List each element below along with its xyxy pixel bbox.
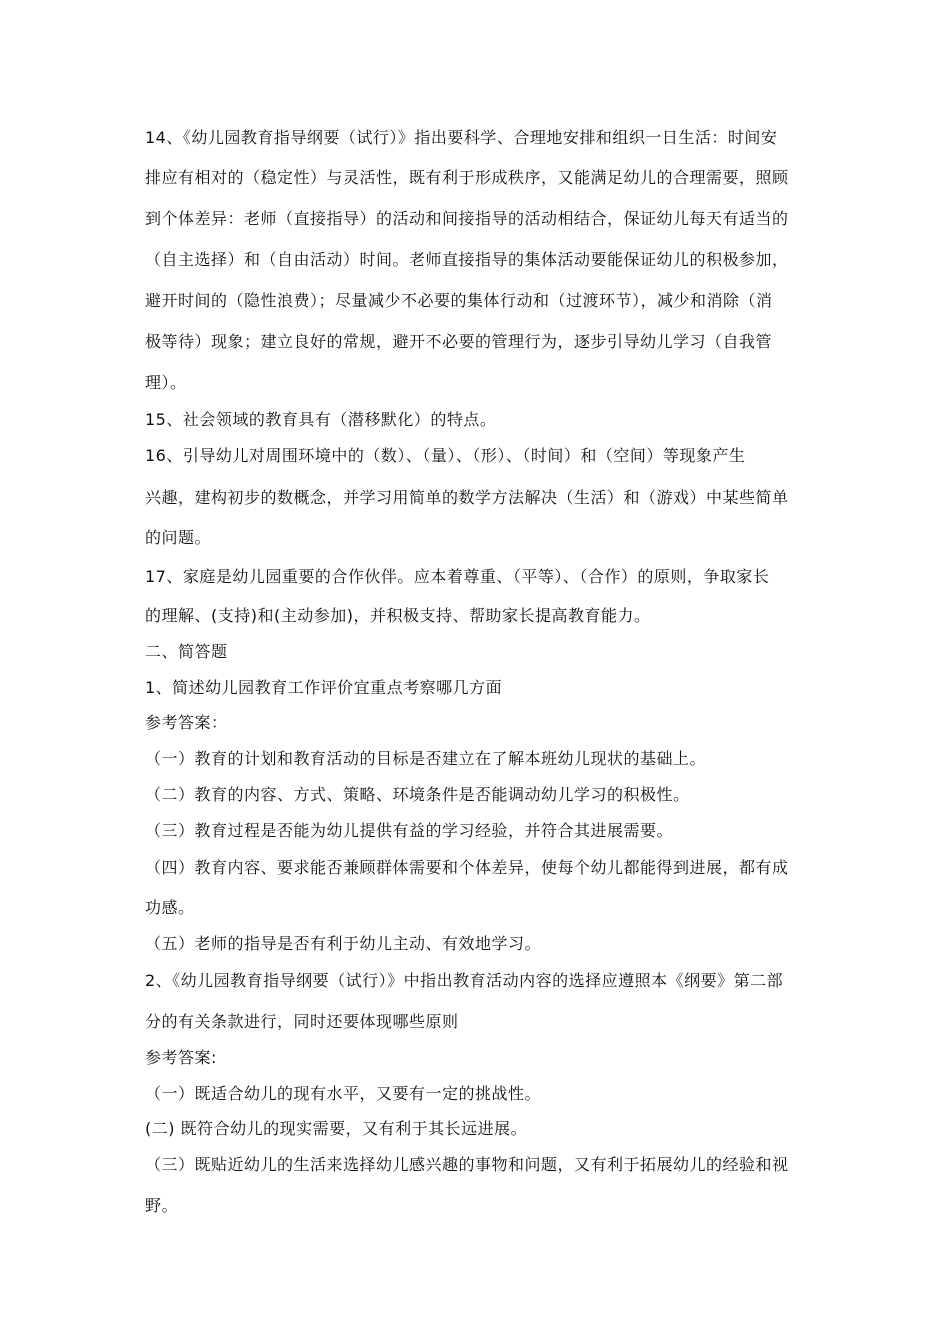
answer-item: （二）教育的内容、方式、策略、环境条件是否能调动幼儿学习的积极性。 [145,785,690,804]
text-line: 野。 [145,1196,179,1215]
text-line: 极等待）现象；建立良好的常规，避开不必要的管理行为，逐步引导幼儿学习（自我管 [145,332,773,351]
answer-label: 参考答案: [145,1048,217,1067]
text-line: 理）。 [145,373,187,392]
text-line: 避开时间的（隐性浪费）；尽量减少不必要的集体行动和（过渡环节），减少和消除（消 [145,291,773,310]
answer-item: （一）既适合幼儿的现有水平，又要有一定的挑战性。 [145,1084,542,1103]
text-line: 功感。 [145,898,195,917]
text-line: 15、社会领域的教育具有（潜移默化）的特点。 [145,410,497,429]
answer-item: （三）既贴近幼儿的生活来选择幼儿感兴趣的事物和问题，又有利于拓展幼儿的经验和视 [145,1155,789,1174]
text-line: 14、《幼儿园教育指导纲要（试行）》指出要科学、合理地安排和组织一日生活：时间安 [145,128,778,147]
answer-item: （一）教育的计划和教育活动的目标是否建立在了解本班幼儿现状的基础上。 [145,749,707,768]
text-line: 兴趣，建构初步的数概念，并学习用简单的数学方法解决（生活）和（游戏）中某些简单 [145,488,789,507]
answer-item: (二) 既符合幼儿的现实需要，又有利于其长远进展。 [145,1119,528,1138]
answer-label: 参考答案： [145,713,228,732]
answer-item: （四）教育内容、要求能否兼顾群体需要和个体差异，使每个幼儿都能得到进展，都有成 [145,858,789,877]
answer-item: （三）教育过程是否能为幼儿提供有益的学习经验，并符合其进展需要。 [145,821,674,840]
text-line: 17、家庭是幼儿园重要的合作伙伴。应本着尊重、（平等）、（合作）的原则，争取家长 [145,567,770,586]
text-line: 排应有相对的（稳定性）与灵活性，既有利于形成秩序，又能满足幼儿的合理需要，照顾 [145,168,789,187]
question-title: 1、简述幼儿园教育工作评价宜重点考察哪几方面 [145,678,503,697]
answer-item: （五）老师的指导是否有利于幼儿主动、有效地学习。 [145,934,542,953]
question-title: 2、《幼儿园教育指导纲要（试行）》中指出教育活动内容的选择应遵照本《纲要》第二部 [145,971,784,990]
text-line: （自主选择）和（自由活动）时间。老师直接指导的集体活动要能保证幼儿的积极参加， [145,250,789,269]
text-line: 的理解、(支持)和(主动参加)，并积极支持、帮助家长提高教育能力。 [145,606,651,625]
text-line: 的问题。 [145,528,212,547]
text-line: 16、引导幼儿对周围环境中的（数）、（量）、（形）、（时间）和（空间）等现象产生 [145,446,746,465]
text-line: 分的有关条款进行，同时还要体现哪些原则 [145,1012,459,1031]
text-line: 到个体差异：老师（直接指导）的活动和间接指导的活动相结合，保证幼儿每天有适当的 [145,209,789,228]
section-heading: 二、简答题 [145,642,228,661]
